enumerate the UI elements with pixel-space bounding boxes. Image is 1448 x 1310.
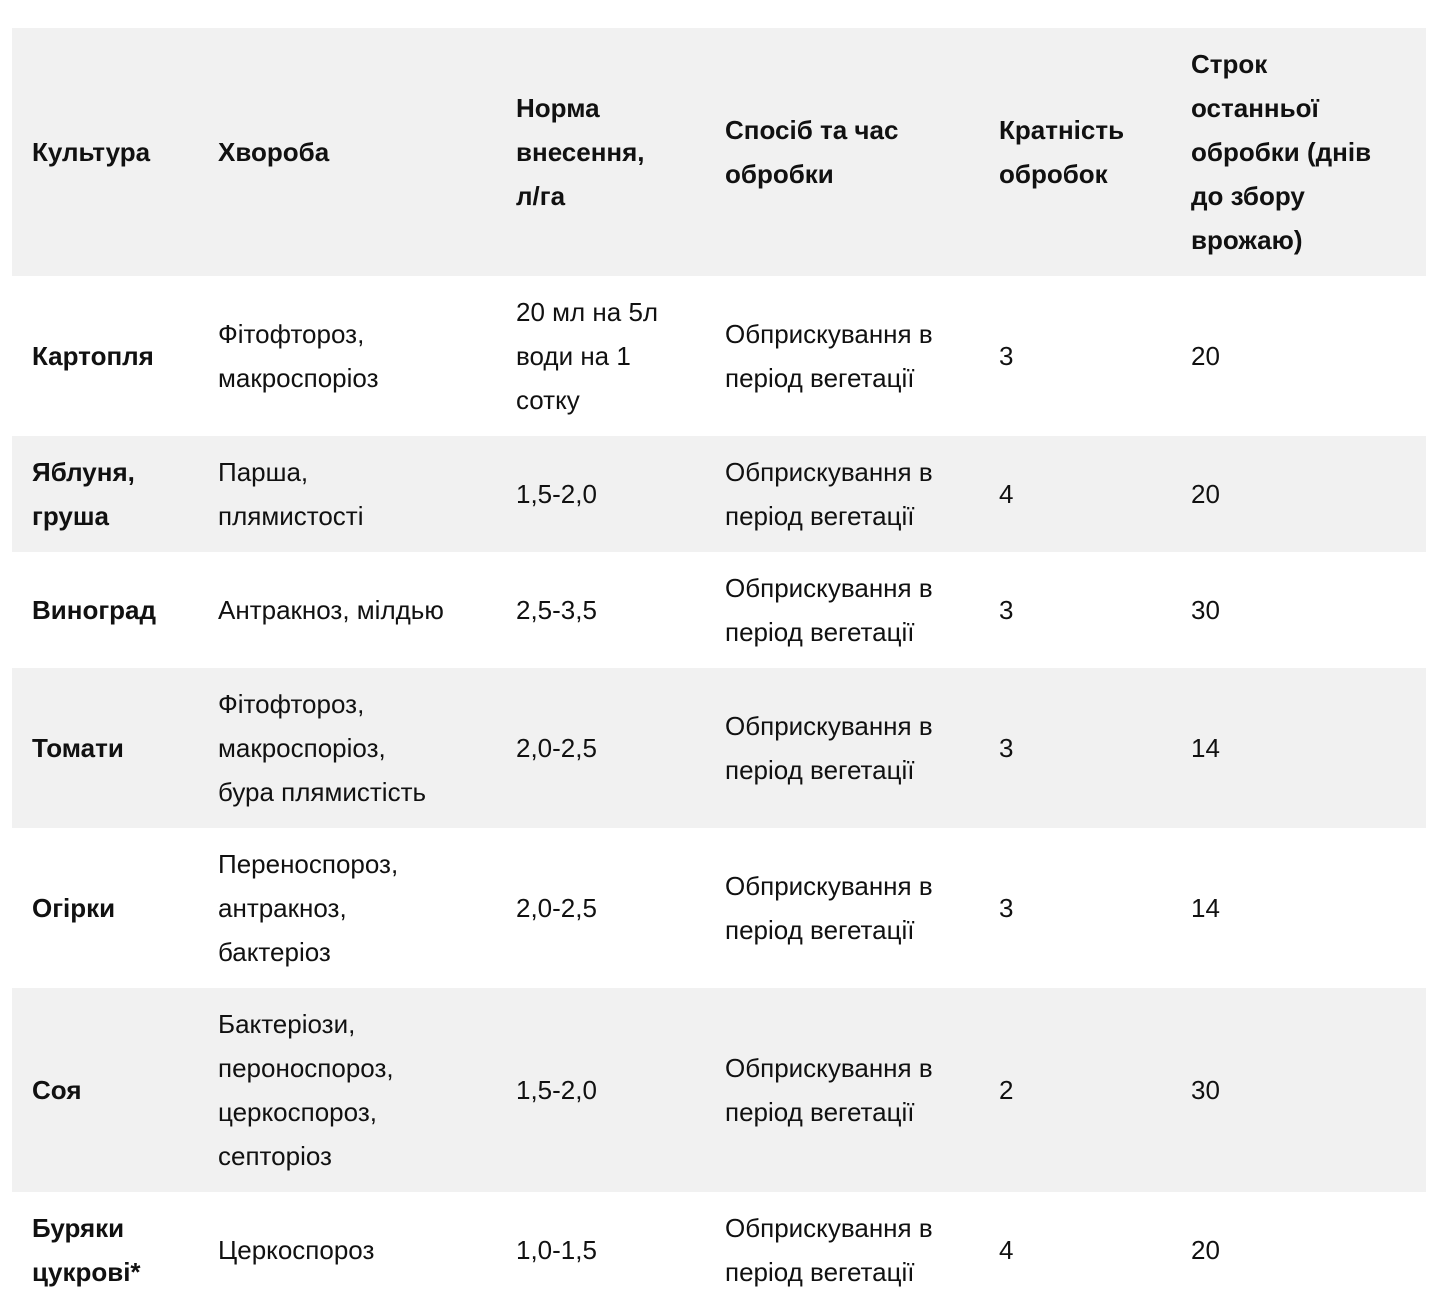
- cell-times: [979, 988, 1171, 1192]
- cell-rate: [496, 436, 705, 552]
- times-text: 4: [999, 1235, 1014, 1265]
- cell-rate: [496, 552, 705, 668]
- days-text: 20: [1191, 479, 1220, 509]
- times-text: 3: [999, 733, 1014, 763]
- table-row: [12, 1192, 1426, 1308]
- method-text: Обприскування в період вегетації: [725, 871, 933, 945]
- disease-text: Парша, плямистості: [218, 457, 364, 531]
- cell-rate: [496, 1192, 705, 1308]
- rate-text: 1,0-1,5: [516, 1235, 597, 1265]
- cell-crop: [12, 552, 198, 668]
- header-disease: [198, 28, 496, 276]
- method-text: Обприскування в період вегетації: [725, 319, 933, 393]
- times-text: 4: [999, 479, 1014, 509]
- cell-days: [1171, 276, 1426, 436]
- times-text: 2: [999, 1075, 1014, 1105]
- cell-rate: [496, 276, 705, 436]
- days-text: 30: [1191, 1075, 1220, 1105]
- table-row: [12, 276, 1426, 436]
- crop-text: Огірки: [32, 893, 116, 923]
- days-text: 14: [1191, 893, 1220, 923]
- method-text: Обприскування в період вегетації: [725, 1053, 933, 1127]
- cell-method: [705, 668, 979, 828]
- days-text: 20: [1191, 1235, 1220, 1265]
- cell-days: [1171, 668, 1426, 828]
- cell-crop: [12, 1192, 198, 1308]
- cell-method: [705, 436, 979, 552]
- cell-disease: [198, 552, 496, 668]
- disease-text: Антракноз, мілдью: [218, 595, 444, 625]
- table-row: [12, 436, 1426, 552]
- cell-rate: [496, 828, 705, 988]
- disease-text: Переноспороз, антракноз, бактеріоз: [218, 849, 399, 967]
- cell-disease: [198, 1192, 496, 1308]
- cell-days: [1171, 1192, 1426, 1308]
- header-rate-label: Норма внесення, л/га: [516, 93, 645, 211]
- treatment-table: [12, 28, 1426, 1308]
- cell-disease: [198, 276, 496, 436]
- cell-times: [979, 552, 1171, 668]
- header-disease-label: Хвороба: [218, 137, 330, 167]
- cell-crop: [12, 828, 198, 988]
- cell-disease: [198, 668, 496, 828]
- cell-times: [979, 1192, 1171, 1308]
- disease-text: Фітофтороз, макроспоріоз, бура плямистість: [218, 689, 427, 807]
- disease-text: Фітофтороз, макроспоріоз: [218, 319, 379, 393]
- days-text: 30: [1191, 595, 1220, 625]
- crop-text: Виноград: [32, 595, 157, 625]
- cell-disease: [198, 436, 496, 552]
- days-text: 14: [1191, 733, 1220, 763]
- header-days-label: Строк останньої обробки (днів до збору врожаю): [1191, 49, 1372, 255]
- header-method: [705, 28, 979, 276]
- cell-disease: [198, 828, 496, 988]
- cell-method: [705, 828, 979, 988]
- cell-days: [1171, 436, 1426, 552]
- cell-disease: [198, 988, 496, 1192]
- cell-times: [979, 668, 1171, 828]
- cell-method: [705, 1192, 979, 1308]
- cell-crop: [12, 668, 198, 828]
- crop-text: Томати: [32, 733, 124, 763]
- header-row: [12, 28, 1426, 276]
- treatment-table-container: [12, 28, 1426, 1308]
- rate-text: 2,5-3,5: [516, 595, 597, 625]
- cell-times: [979, 828, 1171, 988]
- table-row: [12, 668, 1426, 828]
- rate-text: 1,5-2,0: [516, 1075, 597, 1105]
- table-row: [12, 552, 1426, 668]
- cell-times: [979, 276, 1171, 436]
- header-rate: [496, 28, 705, 276]
- crop-text: Соя: [32, 1075, 82, 1105]
- cell-crop: [12, 276, 198, 436]
- method-text: Обприскування в період вегетації: [725, 457, 933, 531]
- times-text: 3: [999, 341, 1014, 371]
- rate-text: 2,0-2,5: [516, 733, 597, 763]
- cell-method: [705, 988, 979, 1192]
- cell-crop: [12, 988, 198, 1192]
- header-method-label: Спосіб та час обробки: [725, 115, 899, 189]
- crop-text: Буряки цукрові*: [32, 1213, 141, 1287]
- rate-text: 1,5-2,0: [516, 479, 597, 509]
- cell-times: [979, 436, 1171, 552]
- method-text: Обприскування в період вегетації: [725, 1213, 933, 1287]
- cell-method: [705, 552, 979, 668]
- cell-rate: [496, 988, 705, 1192]
- cell-days: [1171, 828, 1426, 988]
- cell-crop: [12, 436, 198, 552]
- table-header: [12, 28, 1426, 276]
- method-text: Обприскування в період вегетації: [725, 711, 933, 785]
- times-text: 3: [999, 595, 1014, 625]
- cell-method: [705, 276, 979, 436]
- rate-text: 2,0-2,5: [516, 893, 597, 923]
- disease-text: Бактеріози, пероноспороз, церкоспороз, септоріоз: [218, 1009, 394, 1171]
- rate-text: 20 мл на 5л води на 1 сотку: [516, 297, 659, 415]
- header-crop-label: Культура: [32, 137, 151, 167]
- disease-text: Церкоспороз: [218, 1235, 375, 1265]
- table-row: [12, 828, 1426, 988]
- header-days: [1171, 28, 1426, 276]
- days-text: 20: [1191, 341, 1220, 371]
- cell-days: [1171, 988, 1426, 1192]
- header-times: [979, 28, 1171, 276]
- cell-days: [1171, 552, 1426, 668]
- table-body: [12, 276, 1426, 1308]
- header-crop: [12, 28, 198, 276]
- cell-rate: [496, 668, 705, 828]
- crop-text: Картопля: [32, 341, 154, 371]
- times-text: 3: [999, 893, 1014, 923]
- header-times-label: Кратність обробок: [999, 115, 1125, 189]
- crop-text: Яблуня, груша: [32, 457, 135, 531]
- method-text: Обприскування в період вегетації: [725, 573, 933, 647]
- table-row: [12, 988, 1426, 1192]
